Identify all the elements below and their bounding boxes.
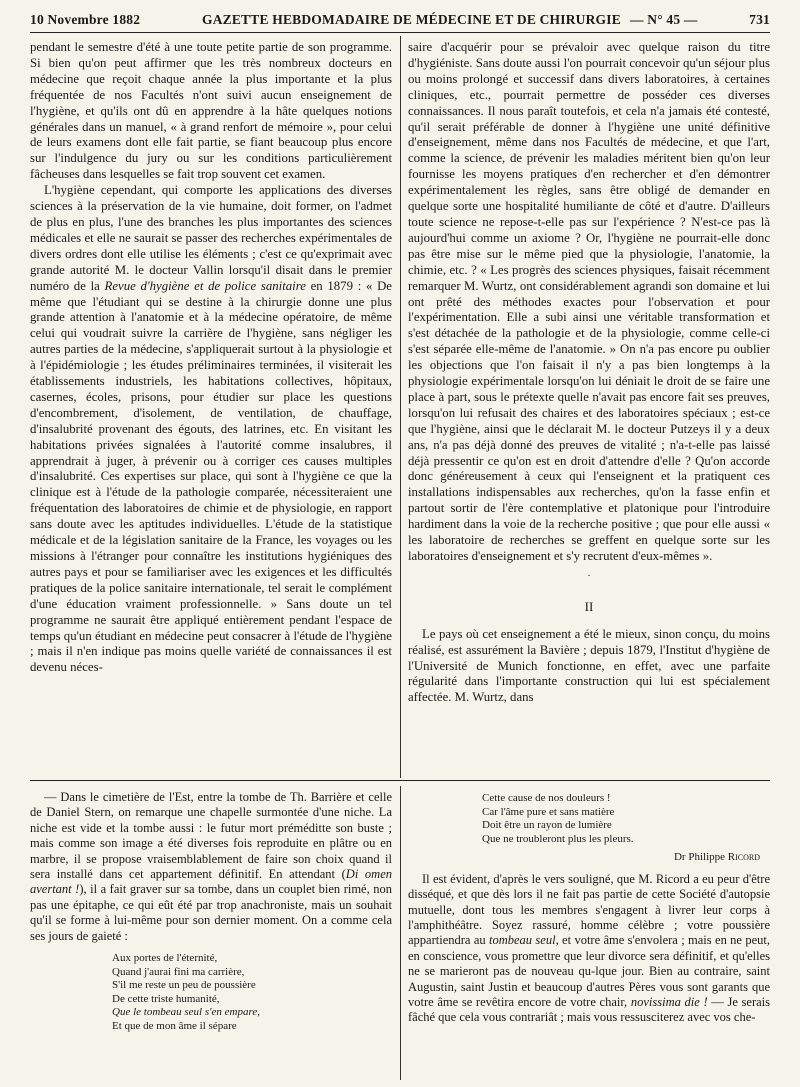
epitaph-poem-continued: [482, 792, 770, 846]
underlined-verse-quote: tombeau seul: [489, 933, 556, 948]
poem-line: Cette cause de nos douleurs !: [482, 792, 611, 804]
running-header: [30, 8, 770, 30]
signature-prefix: Dr Philippe: [673, 851, 728, 864]
poem-line: Et que de mon âme il sépare: [112, 1020, 237, 1033]
article-paragraph: Le pays où cet enseignement a été le mieux, sinon conçu, du moins réalisé, est assurément la Bavière ; depuis 1879, l'Institut d'hygiène de l'Université de Munich fonctionne, en effet, avec une parfaite régularité dans l'importante construction qui lui est spécialement affectée. M. Wurtz, dans: [408, 626, 770, 705]
header-rule: [30, 32, 770, 33]
article-paragraph: saire d'acquérir pour se prévaloir avec quelque raison du titre d'hygiéniste. Sans doute aussi l'on pourrait concevoir qu'un séjour plus ou moins prolongé et successif dans divers laboratoires, à certaines cliniques, etc., pourrait permettre de posséder ces diverses connaissances. Il nous paraît toutefois, et cela n'a jamais été contesté, qu'il serait préférable de donner à l'hygiène une unité définitive d'enseignement, même dans nos Facultés de médecine, et que l'art, comme la science, de prévenir les maladies méritent bien qu'on leur fournisse les moyens pratiques d'en rechercher et d'en démontrer expérimentalement les règles, sans être obligé de demander en quelque sorte une hospitalité humiliante de côté et d'autre. D'ailleurs toute science ne repose-t-elle pas sur l'expérience ? N'est-ce pas là aujourd'hui comme un axiome ? Or, l'hygiène ne pourrait-elle donc pas être mise sur le même pied que la physiologie, l'anatomie, la chimie, etc. ? « Les progrès des sciences physiques, faisait récemment remarquer M. Wurtz, ont considérablement agrandi son domaine et lui ont prêté des méthodes exactes pour l'observation et pour l'expérimentation. Elle a subi ainsi une véritable transformation et s'est détachée de la pathologie et de la physiologie, comme celle-ci s'est séparée elle-même de l'anatomie. » On n'a pas encore pu oublier les objections que l'on faisait il n'y a pas bien longtemps à la physiologie expérimentale lorsqu'on lui déniait le droit de se faire une place à part, sous le prétexte quelle n'avait pas encore fait ses preuves, lorsqu'on lui refusait des chaires et des laboratoires spéciaux ; est-ce que l'hygiène, ainsi que le déclarait M. le docteur Putzeys il y a deux ans, n'a pas déjà donné des preuves de vitalité ; n'a-t-elle pas laissé déjà pressentir ce qu'on est en droit d'attendre d'elle ? Qu'on accorde donc généreusement à ceux qui l'enseignent et la pratiquent ces installations indispensables aux recherches, qu'on la fasse enfin et partout sortir de l'ère contemplative et platonique pour l'introduire hardiment dans la voie de la recherche positive ; que pour elle aussi « les laboratoire de recherches se greffent en quelque sorte sur les laboratoires d'enseignement et s'y recrutent d'eux-mêmes ».: [408, 40, 770, 563]
column-divider: [400, 36, 401, 778]
text-run: — Je serais fâché que cela vous contrariât ; mais vous ressusciterez avec vos che-: [408, 995, 770, 1025]
text-run: L'hygiène cependant, qui comporte les applications des diverses sciences à la préservation de la vie humaine, doit former, on l'admet de plus en plus, l'une des branches les plus importantes des sciences médicales et elle ne saurait se passer des recherches expérimentales de divers ordres dont elle utilise les éléments ; c'est ce qu'exprimait avec grande autorité M. le docteur Vallin lorsqu'il disait dans le premier numéro de la: [30, 183, 392, 293]
journal-title: GAZETTE HEBDOMADAIRE DE MÉDECINE ET DE CHIRURGIE: [202, 12, 621, 27]
page-number: 731: [749, 12, 770, 27]
article-right-column: [408, 40, 770, 773]
poem-line: Car l'âme pure et sans matière: [482, 805, 615, 818]
feuilleton-rule: [30, 780, 770, 781]
article-paragraph: pendant le semestre d'été à une toute petite partie de son programme. Si bien qu'on peut affirmer que les très nombreux docteurs en médecine que reçoit chaque année la plus importante et la plus fréquentée de nos Facultés n'ont suivi aucun enseignement de l'hygiène, et qu'ils ont dû en apprendre à la hâte quelques notions générales dans un manuel, « à grand renfort de mémoire », pour celui de leurs examens dont elle fait partie, se fiant beaucoup plus encore sur l'indulgence du jury ou sur les conditions particulièrement fâcheuses dans lesquelles se fait trop souvent cet examen.: [30, 40, 392, 182]
latin-quote: novissima die !: [630, 995, 708, 1010]
poem-line: Que ne troubleront plus les pleurs.: [482, 832, 634, 845]
text-run: en 1879 : « De même que l'étudiant qui se destine à la chirurgie donne une plus grande attention à l'anatomie et à la médecine opératoire, de même celui qui voudrait suivre la carrière de l'hygiène, sans négliger les autres parties de la médecine, s'appliquerait surtout à la physiologie et à l'épidémiologie ; les études préliminaires terminées, il visiterait les établissements industriels, les habitations collectives, hôpitaux, casernes, écoles, prisons, pour étudier sur place les questions d'encombrement, d'isolement, de ventilation, de chauffage, d'insalubrité provenant des égouts, des latrines, etc. En visitant les habitations privées signalées à l'autorité comme insalubres, il apprendrait à juger, à prévenir ou à corriger ces causes multiples d'insalubrité. Ces expertises sur place, qui sont à l'hygiène ce que la clinique est à l'étude de la pathologie comparée, nécessiteraient une fréquentation des laboratoires de chimie et de physiologie, en rapport sans doute avec les aptitudes individuelles. L'étude de la statistique médicale et de la législation sanitaire de la France, les voyages ou les missions à l'étranger pour connaître les institutions hygiéniques des autres pays et pour se familiariser avec les exigences et les difficultés pratiques de la police sanitaire internationale, tel serait le complément d'une éducation vraiment professionnelle. » Sans doute un tel programme ne saurait être appliqué entièrement pendant l'espace de temps qu'un étudiant en médecine peut consacrer à l'étude de l'hygiène ; mais il n'en indique pas moins quelle variété de connaissances il est devenu néces-: [30, 278, 392, 675]
issue-number: — N° 45 —: [630, 12, 698, 27]
feuilleton-paragraph: [30, 790, 392, 944]
poem-line: Quand j'aurai fini ma carrière,: [112, 965, 245, 978]
journal-citation: Revue d'hygiène et de police sanitaire: [104, 278, 306, 293]
poem-line: Doit être un rayon de lumière: [482, 819, 612, 832]
epitaph-poem: [112, 952, 392, 1034]
latin-quote: Di omen avertant !: [30, 867, 392, 897]
signature-name: Ricord: [727, 851, 760, 864]
feuilleton-paragraph: [408, 872, 770, 1026]
poem-line: S'il me reste un peu de poussière: [112, 979, 256, 992]
article-paragraph: [30, 183, 392, 676]
text-run: — Dans le cimetière de l'Est, entre la tombe de Th. Barrière et celle de Daniel Stern, on remarque une chapelle surmontée d'une niche. La niche est vide et la tombe aussi : le futur mort préméditte son buste ; mais comme son image a été diverses fois reproduite en plâtre ou en marbre, il se propose vraisemblablement de faire son choix quand il sera installé dans cet appartement définitif. En attendant (: [30, 790, 392, 882]
poem-line: De cette triste humanité,: [112, 992, 220, 1005]
text-run: ), il a fait graver sur sa tombe, dans un couplet bien rimé, non pas une épitaphe, ce qui eût été par trop anachroniste, mais un souhait qu'il se forme à lui-même pour son dernier moment. On a comme cela ses jours de gaieté :: [30, 882, 392, 943]
feuilleton-left-column: [30, 790, 392, 1080]
separator-mark: ·: [587, 570, 591, 582]
text-run: Il est évident, d'après le vers souligné, que M. Ricord a eu peur d'être disséqué, et que dès lors il ne fait pas partie de cette Société d'autopsie mutuelle, dont tous les membres s'engagent à livrer leur corps à l'amphithéâtre. Soyez rassuré, homme célèbre ; votre poussière appartiendra au: [408, 871, 770, 948]
poem-line: Que le tombeau seul s'en empare,: [112, 1006, 260, 1019]
article-left-column: [30, 40, 392, 773]
feuilleton-right-column: [408, 792, 770, 1082]
header-date: 10 Novembre 1882: [30, 12, 141, 27]
section-number: II: [584, 598, 594, 614]
text-run: , et votre âme s'envolera ; mais en ne peut, en conscience, vous promettre que leur divorce sera définitif, et qu'elles ne se marieront pas de nouveau qu-lque jour. Bien au contraire, saint Augustin, saint Justin et beaucoup d'autres Pères vous sont garants que votre âme se revêtira encore de votre chair,: [408, 933, 770, 1010]
column-divider: [400, 786, 401, 1080]
poem-signature: [408, 850, 760, 865]
poem-line: Aux portes de l'éternité,: [112, 952, 218, 965]
